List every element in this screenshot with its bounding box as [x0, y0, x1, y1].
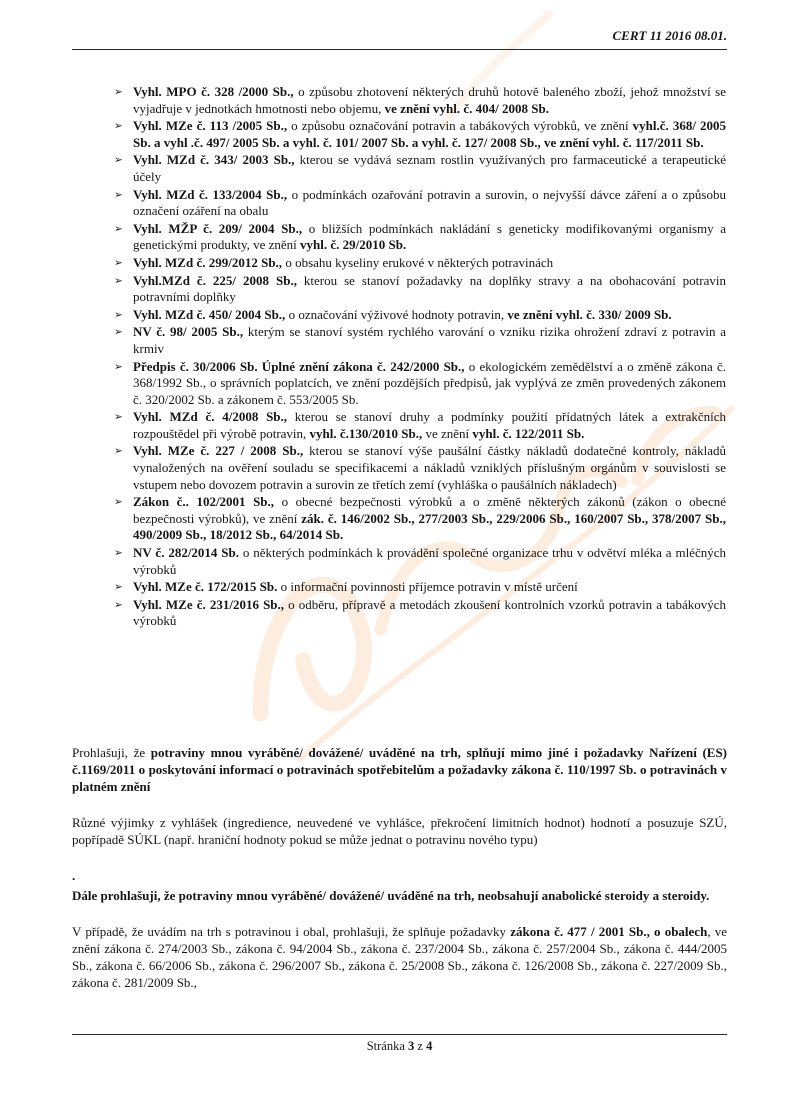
arrow-bullet-icon: ➢	[114, 411, 123, 424]
declaration-paragraphs	[72, 744, 727, 1010]
list-item-text: Zákon č.. 102/2001 Sb., o obecné bezpečnosti výrobků a o změně některých zákonů (zákon o obecné bezpečnosti výrobků), ve znění zák. č. 146/2002 Sb., 277/2003 Sb., 229/2006 Sb., 160/2007 Sb., 378/2007 Sb., 490/2009 Sb., 18/2012 Sb., 64/2014 Sb.	[133, 494, 726, 543]
list-item-text: NV č. 282/2014 Sb. o některých podmínkách k provádění společné organizace trhu v odvětví mléka a mléčných výrobků	[133, 545, 726, 577]
list-item-text: Vyhl. MZd č. 450/ 2004 Sb., o označování výživové hodnoty potravin, ve znění vyhl. č. 330/ 2009 Sb.	[133, 306, 672, 322]
list-item	[114, 597, 726, 630]
arrow-bullet-icon: ➢	[114, 598, 123, 611]
list-item	[114, 324, 726, 357]
arrow-bullet-icon: ➢	[114, 360, 123, 373]
list-item	[114, 545, 726, 578]
arrow-bullet-icon: ➢	[114, 581, 123, 594]
arrow-bullet-icon: ➢	[114, 154, 123, 167]
list-item	[114, 187, 726, 220]
document-header	[72, 28, 727, 50]
arrow-bullet-icon: ➢	[114, 120, 123, 133]
list-item	[114, 255, 726, 272]
document-code: CERT 11 2016 08.01.	[612, 28, 727, 43]
list-item-text: Předpis č. 30/2006 Sb. Úplné znění zákona č. 242/2000 Sb., o ekologickém zemědělství a o změně zákona č. 368/1992 Sb., o správních poplatcích, ve znění pozdějších předpisů, jak vyplývá ze změn provedených zákonem č. 320/2002 Sb. a zákonem č. 553/2005 Sb.	[133, 358, 726, 407]
list-item	[114, 494, 726, 544]
list-item	[114, 84, 726, 117]
list-item	[114, 221, 726, 254]
list-item-text: Vyhl. MPO č. 328 /2000 Sb., o způsobu zhotovení některých druhů hotově baleného zboží, jehož množství se vyjadřuje v jednotkách hmotnosti nebo objemu, ve znění vyhl. č. 404/ 2008 Sb.	[133, 84, 727, 116]
list-item-text: NV č. 98/ 2005 Sb., kterým se stanoví systém rychlého varování o vzniku rizika ohrožení zdraví z potravin a krmiv	[133, 324, 727, 356]
list-item	[114, 443, 726, 493]
arrow-bullet-icon: ➢	[114, 256, 123, 269]
list-item	[114, 273, 726, 306]
arrow-bullet-icon: ➢	[114, 445, 123, 458]
list-item-text: Vyhl. MZd č. 133/2004 Sb., o podmínkách ozařování potravin a surovin, o nejvyšší dávce záření a o způsobu označení ozáření na obalu	[133, 186, 726, 219]
footer-page-label: Stránka 3 z 4	[366, 1039, 433, 1053]
arrow-bullet-icon: ➢	[114, 308, 123, 321]
arrow-bullet-icon: ➢	[114, 274, 123, 287]
arrow-bullet-icon: ➢	[114, 222, 123, 235]
regulation-list	[114, 84, 726, 631]
arrow-bullet-icon: ➢	[114, 547, 123, 560]
arrow-bullet-icon: ➢	[114, 188, 123, 201]
paragraph: V případě, že uvádím na trh s potravinou i obal, prohlašuji, že splňuje požadavky zákona č. 477 / 2001 Sb., o obalech, ve znění zákona č. 274/2003 Sb., zákona č. 94/2004 Sb., zákona č. 237/2004 Sb., zákona č. 257/2004 Sb., zákona č. 444/2005 Sb., zákona č. 66/2006 Sb., zákona č. 296/2007 Sb., zákona č. 25/2008 Sb., zákona č. 126/2008 Sb., zákona č. 227/2009 Sb., zákona č. 281/2009 Sb.,	[72, 924, 727, 990]
list-item-text: Vyhl. MZd č. 4/2008 Sb., kterou se stanoví druhy a podmínky použití přídatných látek a extrakčních rozpouštědel při výrobě potravin, vyhl. č.130/2010 Sb., ve znění vyhl. č. 122/2011 Sb.	[133, 409, 726, 441]
paragraph: .	[72, 868, 76, 883]
paragraph: Různé výjimky z vyhlášek (ingredience, neuvedené ve vyhlášce, překročení limitních hodnot) hodnotí a posuzuje SZÚ, popřípadě SÚKL (např. hraniční hodnoty pokud se může jednat o potravinu nového typu)	[72, 815, 727, 847]
list-item-text: Vyhl.MZd č. 225/ 2008 Sb., kterou se stanoví požadavky na doplňky stravy a na obohacování potravin potravními doplňky	[133, 272, 726, 305]
paragraph: Dále prohlašuji, že potraviny mnou vyráběné/ dovážené/ uváděné na trh, neobsahují anabolické steroidy a steroidy.	[72, 888, 710, 903]
paragraph: Prohlašuji, že potraviny mnou vyráběné/ dovážené/ uváděné na trh, splňují mimo jiné i požadavky Nařízení (ES) č.1169/2011 o poskytování informací o potravinách spotřebitelům a požadavky zákona č. 110/1997 Sb. o potravinách v platném znění	[72, 745, 728, 794]
list-item	[114, 579, 726, 596]
list-item-text: Vyhl. MŽP č. 209/ 2004 Sb., o bližších podmínkách nakládání s geneticky modifikovanými organismy a genetickými produkty, ve znění vyhl. č. 29/2010 Sb.	[133, 220, 727, 253]
list-item	[114, 409, 726, 442]
list-item-text: Vyhl. MZe č. 227 / 2008 Sb., kterou se stanoví výše paušální částky nákladů dodatečné kontroly, nákladů vynaložených na ověření souladu se specifikacemi a nákladů vzniklých příslušným orgánům v souvislosti se vstupem nebo dovozem potravin a surovin ze třetích zemí (vyhláška o paušálních nákladech)	[133, 443, 726, 492]
list-item	[114, 118, 726, 151]
list-item	[114, 307, 726, 324]
arrow-bullet-icon: ➢	[114, 496, 123, 509]
list-item-text: Vyhl. MZe č. 231/2016 Sb., o odběru, přípravě a metodách zkoušení kontrolních vzorků potravin a tabákových výrobků	[133, 596, 726, 629]
list-item-text: Vyhl. MZd č. 299/2012 Sb., o obsahu kyseliny erukové v některých potravinách	[133, 254, 554, 270]
list-item	[114, 359, 726, 409]
arrow-bullet-icon: ➢	[114, 86, 123, 98]
arrow-bullet-icon: ➢	[114, 326, 123, 339]
list-item-text: Vyhl. MZe č. 172/2015 Sb. o informační povinnosti příjemce potravin v místě určení	[133, 579, 578, 595]
list-item	[114, 152, 726, 185]
list-item-text: Vyhl. MZe č. 113 /2005 Sb., o způsobu označování potravin a tabákových výrobků, ve znění vyhl.č. 368/ 2005 Sb. a vyhl .č. 497/ 2005 Sb. a vyhl. č. 101/ 2007 Sb. a vyhl. č. 127/ 2008 Sb., ve znění vyhl. č. 117/2011 Sb.	[133, 118, 726, 150]
list-item-text: Vyhl. MZd č. 343/ 2003 Sb., kterou se vydává seznam rostlin využívaných pro farmaceutické a terapeutické účely	[133, 152, 726, 184]
document-footer	[72, 1034, 727, 1054]
